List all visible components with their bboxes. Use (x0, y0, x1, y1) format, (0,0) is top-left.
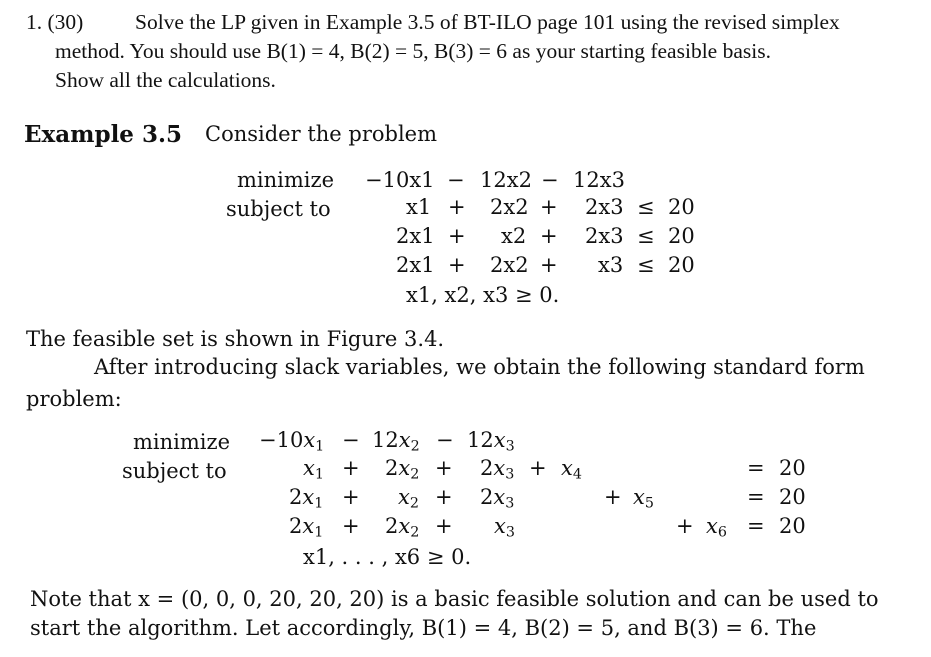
lp1-r3-c2: 2x2 (490, 253, 529, 277)
lp2-r2-term2: $x_2$ (398, 485, 419, 512)
lp2-r0-term1: $-10x_1$ (259, 428, 325, 455)
lp2-r3-term3: $x_3$ (494, 514, 515, 541)
lp1-subject-to-label: subject to (226, 197, 331, 221)
lp1-r0-c3: 12x3 (573, 168, 625, 192)
lp2-r1-term2: $2x_2$ (385, 456, 420, 483)
note-line-2: start the algorithm. Let accordingly, B(1) = 4, B(2) = 5, and B(3) = 6. The (30, 616, 817, 640)
lp2-r1-term1: $x_1$ (303, 456, 324, 483)
lp2-r3-term2: $2x_2$ (385, 514, 420, 541)
lp2-r2-term5: $x_5$ (633, 485, 654, 512)
lp2-r3-term6: $x_6$ (706, 514, 727, 541)
lp2-r1-op3: + (529, 456, 547, 480)
problem-number (26, 8, 83, 36)
lp1-r1-c3: 2x3 (585, 195, 624, 219)
lp1-r2-c3: 2x3 (585, 224, 624, 248)
lp1-r3-rel: ≤ (637, 253, 655, 277)
lp2-minimize-label: minimize (133, 430, 230, 454)
lp1-r2-op1: + (448, 224, 466, 248)
lp2-r1-rel: = (747, 456, 765, 480)
lp2-r2-rhs: 20 (779, 485, 806, 509)
lp2-r2-op1: + (342, 485, 360, 509)
slack-intro-line-1: After introducing slack variables, we obtain the following standard form (94, 355, 865, 379)
lp1-r1-op1: + (448, 195, 466, 219)
feasible-set-sentence: The feasible set is shown in Figure 3.4. (26, 327, 445, 351)
lp2-r3-term1: $2x_1$ (289, 514, 324, 541)
lp1-r3-op1: + (448, 253, 466, 277)
lp2-r3-rhs: 20 (779, 514, 806, 538)
lp2-r2-term3: $2x_3$ (480, 485, 515, 512)
lp1-r0-op2: − (541, 168, 559, 192)
lp2-r0-op2: − (436, 428, 454, 452)
lp2-r3-op1: + (342, 514, 360, 538)
lp1-r1-c1: x1 (406, 195, 432, 219)
lp1-r0-c1: −10x1 (365, 168, 435, 192)
problem-number-label: 1. (26, 10, 43, 34)
lp2-r3-op2: + (435, 514, 453, 538)
lp1-r2-rhs: 20 (668, 224, 695, 248)
lp1-r3-rhs: 20 (668, 253, 695, 277)
lp1-r0-op1: − (447, 168, 465, 192)
lp2-r1-op2: + (435, 456, 453, 480)
lp1-r2-op2: + (540, 224, 558, 248)
lp1-r2-c1: 2x1 (396, 224, 435, 248)
problem-line-2: method. You should use B(1) = 4, B(2) = 5, B(3) = 6 as your starting feasible basis. (55, 39, 771, 63)
lp2-r1-op1: + (342, 456, 360, 480)
problem-points: (30) (47, 10, 84, 34)
slack-intro-line-2: problem: (26, 387, 122, 411)
lp2-r1-rhs: 20 (779, 456, 806, 480)
lp1-r1-rel: ≤ (637, 195, 655, 219)
note-line-1: Note that x = (0, 0, 0, 20, 20, 20) is a basic feasible solution and can be used to (30, 587, 879, 611)
problem-line-1: Solve the LP given in Example 3.5 of BT-ILO page 101 using the revised simplex (135, 10, 840, 34)
lp2-r3-rel: = (747, 514, 765, 538)
lp1-r2-c2: x2 (501, 224, 527, 248)
lp1-r0-c2: 12x2 (480, 168, 532, 192)
lp1-r3-c3: x3 (598, 253, 624, 277)
lp2-subject-to-label: subject to (122, 459, 227, 483)
lp2-nonnegativity: x1, . . . , x6 ≥ 0. (303, 545, 472, 569)
lp1-nonnegativity: x1, x2, x3 ≥ 0. (406, 283, 560, 307)
lp1-r3-op2: + (540, 253, 558, 277)
lp1-r1-op2: + (540, 195, 558, 219)
lp1-minimize-label: minimize (237, 168, 334, 192)
lp2-r0-term2: $12x_2$ (372, 428, 420, 455)
lp2-r2-op2: + (435, 485, 453, 509)
problem-line-3: Show all the calculations. (55, 68, 276, 92)
lp2-r2-term1: $2x_1$ (289, 485, 324, 512)
example-label: Example 3.5 (24, 121, 182, 148)
lp1-r3-c1: 2x1 (396, 253, 435, 277)
lp2-r1-term4: $x_4$ (561, 456, 582, 483)
lp2-r3-op3: + (676, 514, 694, 538)
lp2-r0-term3: $12x_3$ (467, 428, 515, 455)
lp1-r1-c2: 2x2 (490, 195, 529, 219)
lp2-r0-op1: − (342, 428, 360, 452)
lp2-r1-term3: $2x_3$ (480, 456, 515, 483)
lp2-r2-rel: = (747, 485, 765, 509)
example-intro: Consider the problem (205, 122, 438, 146)
lp2-r2-op3: + (604, 485, 622, 509)
lp1-r1-rhs: 20 (668, 195, 695, 219)
lp1-r2-rel: ≤ (637, 224, 655, 248)
